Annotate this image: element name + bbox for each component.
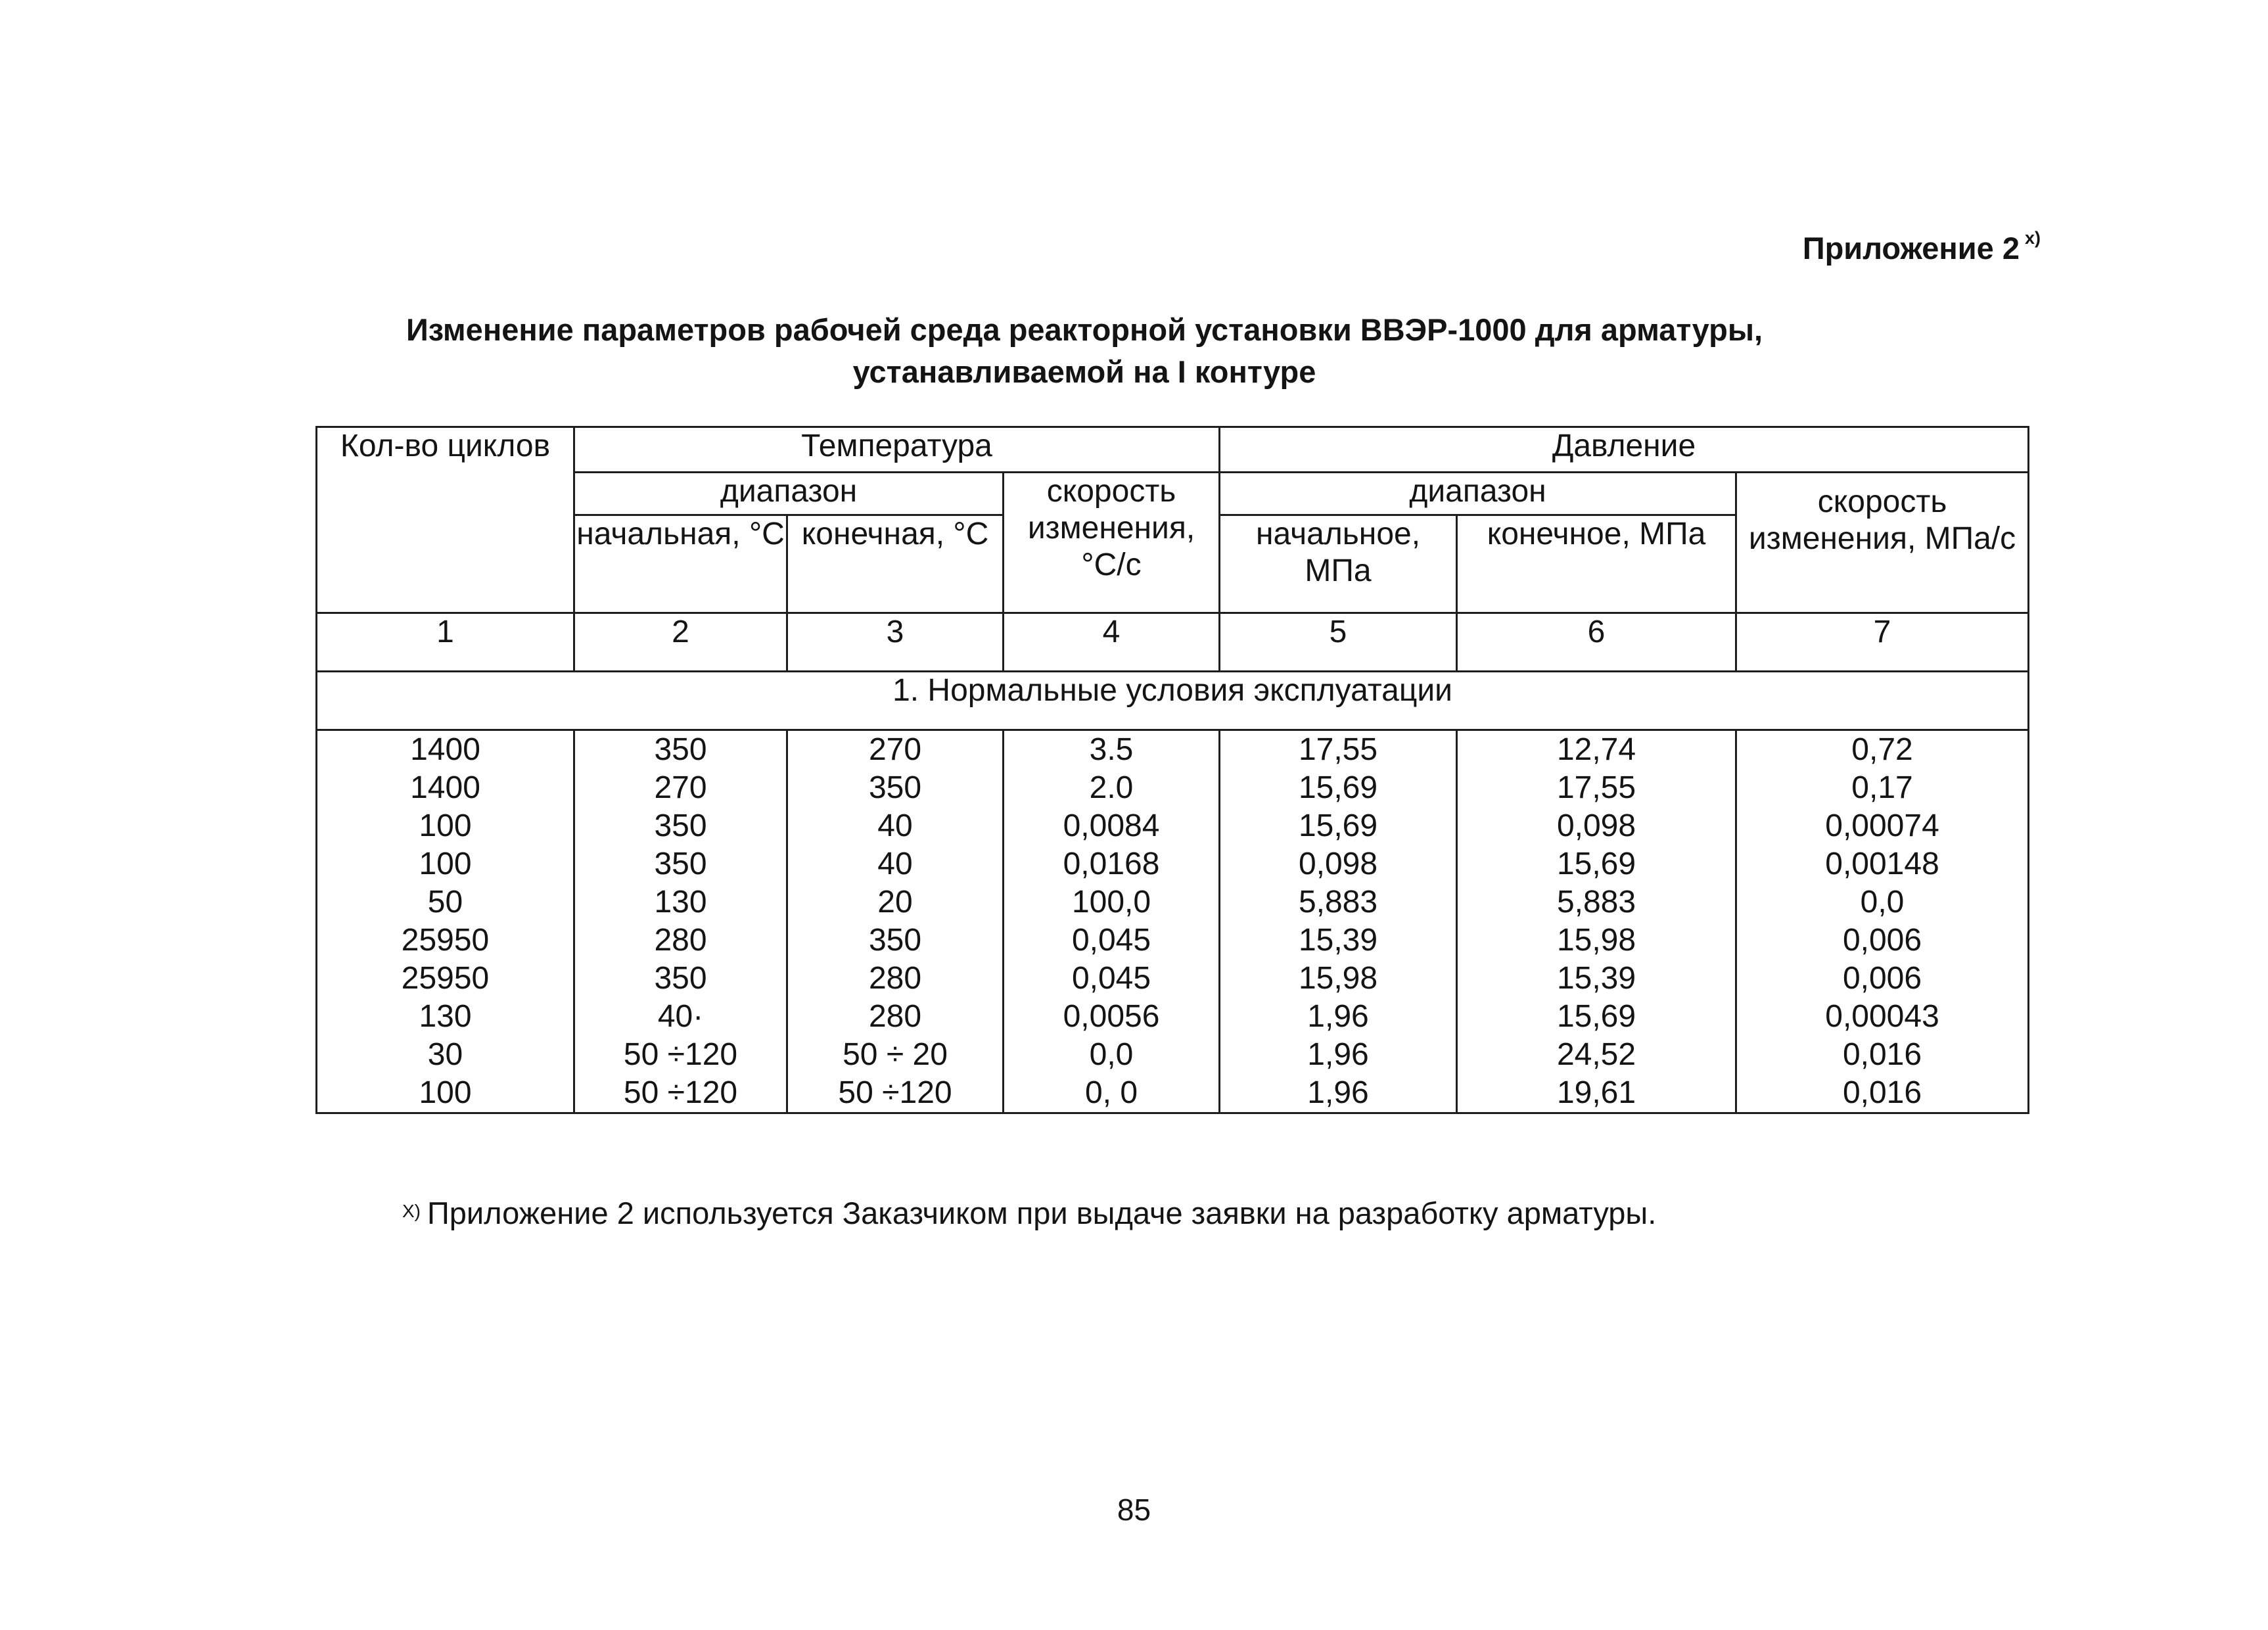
table-cell: 40	[877, 847, 913, 881]
table-cell: 280	[868, 961, 922, 996]
table-cell: 15,98	[1556, 923, 1636, 958]
header-pressure: Давление	[1220, 427, 2029, 473]
table-cell: 17,55	[1298, 732, 1378, 767]
table-cell: 350	[654, 732, 707, 767]
table-cell: 350	[654, 961, 707, 996]
temperature-final-column	[787, 730, 1004, 1113]
table-cell: 1400	[410, 732, 480, 767]
table-cell: 50 ÷120	[838, 1075, 952, 1110]
header-pressure-range: диапазон	[1220, 473, 1736, 515]
table-cell: 100	[419, 847, 472, 881]
table-cell: 30	[427, 1037, 463, 1072]
column-number: 1	[317, 613, 574, 672]
table-cell: 2.0	[1089, 770, 1134, 805]
pressure-final-column	[1457, 730, 1736, 1113]
column-number: 6	[1457, 613, 1736, 672]
table-cell: 130	[654, 885, 707, 920]
table-cell: 40	[877, 808, 913, 843]
table-cell: 0,00074	[1825, 808, 1939, 843]
table-cell: 0,17	[1851, 770, 1913, 805]
column-number: 4	[1004, 613, 1220, 672]
table-cell: 0,006	[1842, 923, 1922, 958]
appendix-label-text: Приложение 2	[1802, 231, 2020, 266]
table-cell: 0,0	[1860, 885, 1905, 920]
table-cell: 15,69	[1556, 999, 1636, 1034]
footnote-text: Приложение 2 используется Заказчиком при выдаче заявки на разработку арматуры.	[427, 1196, 1657, 1230]
table-cell: 15,69	[1298, 770, 1378, 805]
column-number: 5	[1220, 613, 1457, 672]
table-cell: 19,61	[1556, 1075, 1636, 1110]
header-temperature-range: диапазон	[574, 473, 1004, 515]
data-row	[317, 730, 2029, 1113]
table-cell: 1,96	[1307, 1075, 1369, 1110]
table-cell: 280	[654, 923, 707, 958]
appendix-footnote-mark: x)	[2024, 228, 2041, 248]
table-cell: 15,98	[1298, 961, 1378, 996]
header-temperature-rate: скорость изменения, °С/с	[1004, 473, 1220, 613]
column-number: 2	[574, 613, 787, 672]
table-cell: 280	[868, 999, 922, 1034]
table-cell: 350	[868, 770, 922, 805]
table-cell: 100	[419, 1075, 472, 1110]
temperature-rate-column	[1004, 730, 1220, 1113]
title-line-1: Изменение параметров рабочей среда реакторной установки ВВЭР-1000 для арматуры,	[405, 312, 1763, 347]
table-cell: 25950	[401, 961, 490, 996]
table-cell: 17,55	[1556, 770, 1636, 805]
parameters-table	[315, 426, 2029, 1114]
header-temperature-final: конечная, °С	[787, 515, 1004, 613]
table-cell: 50 ÷ 20	[843, 1037, 948, 1072]
column-numbers-row	[317, 613, 2029, 672]
table-cell: 0,00148	[1825, 847, 1939, 881]
header-cycles-count: Кол-во циклов	[317, 427, 574, 613]
table-cell: 40·	[657, 999, 704, 1034]
section-title: 1. Нормальные условия эксплуатации	[317, 672, 2029, 730]
table-cell: 350	[654, 808, 707, 843]
table-cell: 15,39	[1556, 961, 1636, 996]
table-cell: 0,0	[1089, 1037, 1134, 1072]
table-cell: 0,098	[1556, 808, 1636, 843]
page-number: 85	[1117, 1493, 1151, 1527]
pressure-initial-column	[1220, 730, 1457, 1113]
table-cell: 24,52	[1556, 1037, 1636, 1072]
table-cell: 0,016	[1842, 1037, 1922, 1072]
table-cell: 15,39	[1298, 923, 1378, 958]
table-cell: 100	[419, 808, 472, 843]
table-cell: 0,0168	[1063, 847, 1160, 881]
table-cell: 1400	[410, 770, 480, 805]
table-cell: 0, 0	[1084, 1075, 1138, 1110]
table-cell: 270	[654, 770, 707, 805]
table-cell: 0,006	[1842, 961, 1922, 996]
table-cell: 350	[654, 847, 707, 881]
appendix-label	[1803, 230, 2041, 266]
temperature-initial-column	[574, 730, 787, 1113]
table-cell: 12,74	[1556, 732, 1636, 767]
table-cell: 0,0056	[1063, 999, 1160, 1034]
table-cell: 350	[868, 923, 922, 958]
table-cell: 270	[868, 732, 922, 767]
title-line-2: устанавливаемой на I контуре	[852, 354, 1316, 389]
table-cell: 5,883	[1556, 885, 1636, 920]
cycles-column	[317, 730, 574, 1113]
table-cell: 1,96	[1307, 999, 1369, 1034]
table-cell: 25950	[401, 923, 490, 958]
table-cell: 50	[427, 885, 463, 920]
header-pressure-final: конечное, МПа	[1457, 515, 1736, 613]
column-number: 3	[787, 613, 1004, 672]
table-cell: 0,098	[1298, 847, 1378, 881]
table-cell: 15,69	[1298, 808, 1378, 843]
table-cell: 50 ÷120	[623, 1075, 738, 1110]
footnote-mark: X)	[402, 1201, 421, 1221]
table-cell: 3.5	[1089, 732, 1134, 767]
table-cell: 100,0	[1071, 885, 1151, 920]
table-cell: 0,72	[1851, 732, 1913, 767]
table-cell: 0,00043	[1825, 999, 1939, 1034]
header-temperature: Температура	[574, 427, 1220, 473]
table-cell: 5,883	[1298, 885, 1378, 920]
footnote	[402, 1195, 1656, 1231]
table-cell: 20	[877, 885, 913, 920]
table-cell: 0,016	[1842, 1075, 1922, 1110]
header-row-1	[317, 427, 2029, 473]
table-cell: 0,0084	[1063, 808, 1160, 843]
table-cell: 130	[419, 999, 472, 1034]
table-cell: 50 ÷120	[623, 1037, 738, 1072]
header-pressure-rate: скорость изменения, МПа/с	[1736, 473, 2029, 613]
header-pressure-initial: начальное, МПа	[1220, 515, 1457, 613]
pressure-rate-column	[1736, 730, 2029, 1113]
header-temperature-initial: начальная, °С	[574, 515, 787, 613]
column-number: 7	[1736, 613, 2029, 672]
table-cell: 0,045	[1071, 923, 1151, 958]
table-cell: 1,96	[1307, 1037, 1369, 1072]
table-cell: 15,69	[1556, 847, 1636, 881]
document-title	[394, 309, 1774, 393]
table-cell: 0,045	[1071, 961, 1151, 996]
section-row	[317, 672, 2029, 730]
